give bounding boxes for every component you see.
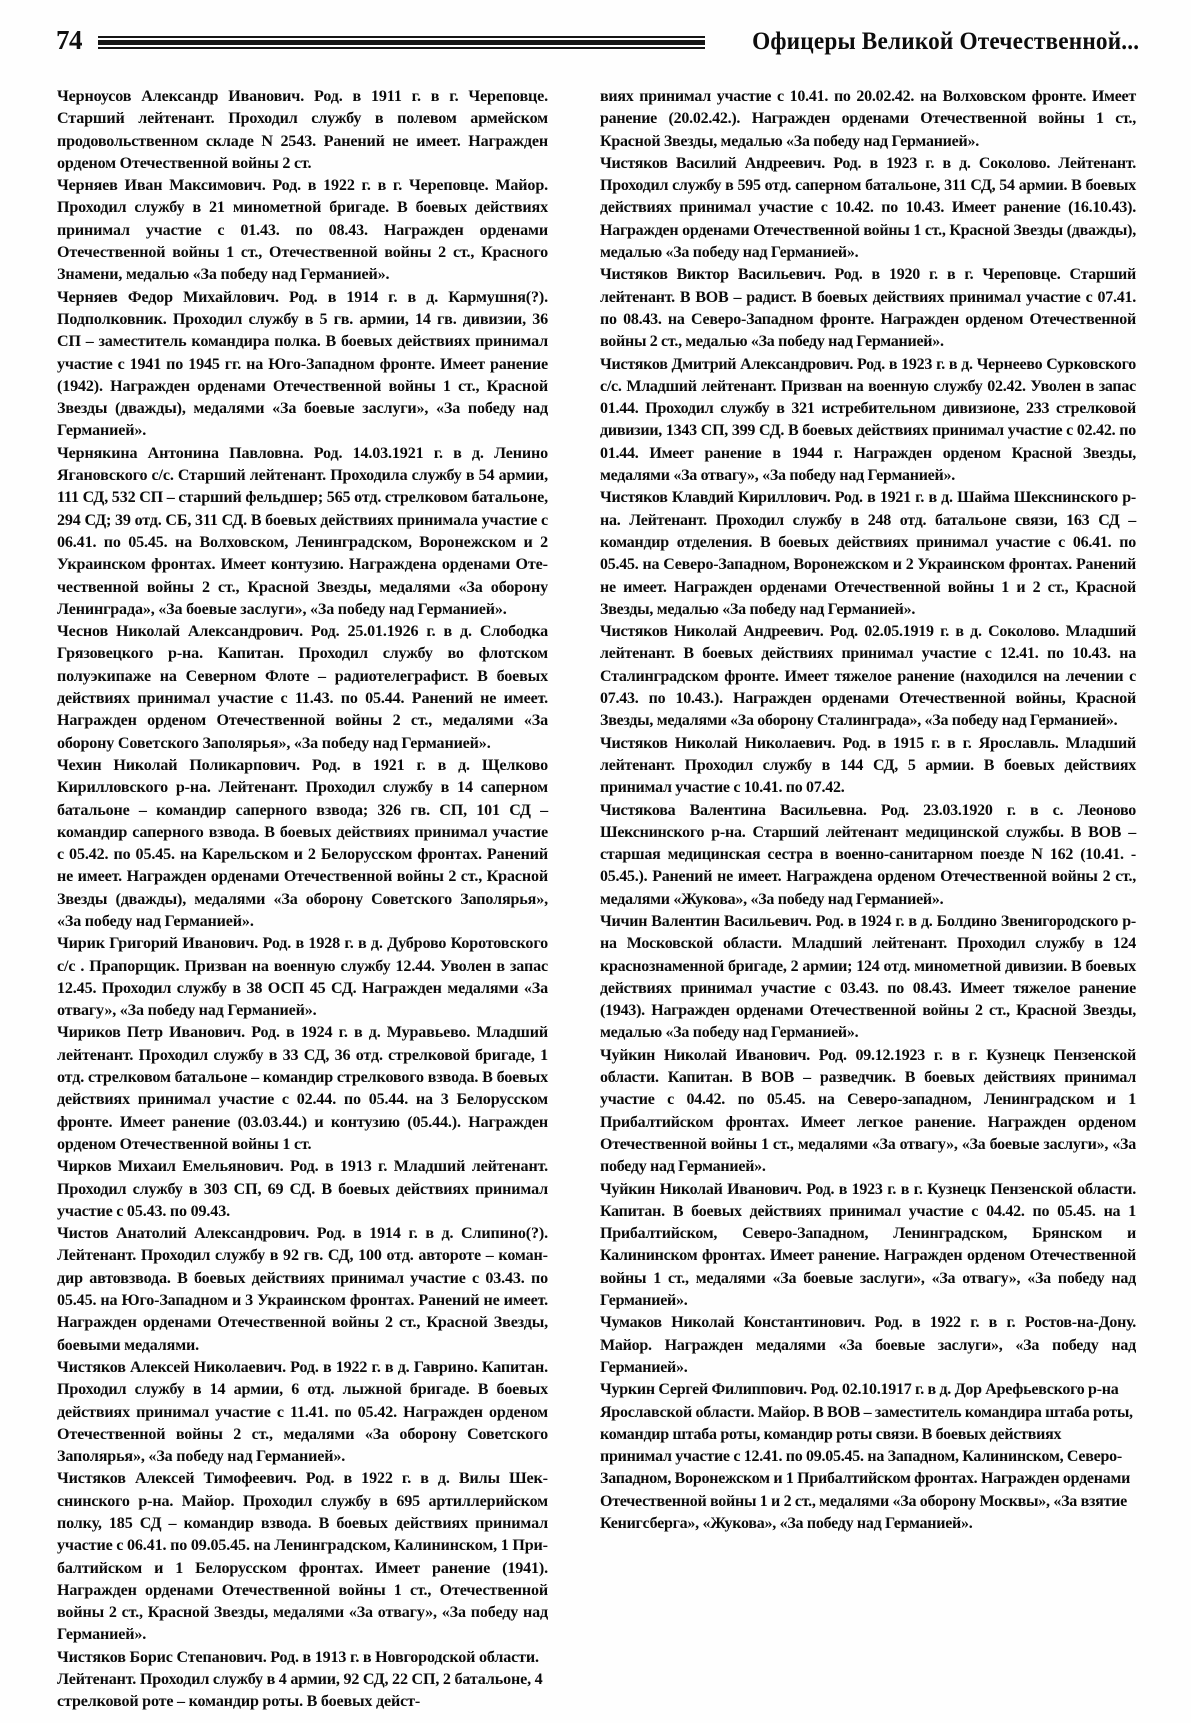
biography-entry-continuation: виях принимал участие с 10.41. по 20.02.42. на Волховском фронте. Имеет ранение (20.02.42.). Награжден орденами Отечественной войны 1 ст., Красной Звезды, медалью «За победу над Германией». [600, 88, 1136, 150]
book-title: Офицеры Великой Отечественной... [751, 27, 1139, 55]
biography-entry: Чирков Михаил Емельянович. Род. в 1913 г. Младший лейтенант. Проходил службу в 303 СП, 69 СД. В боевых действиях принимал участие с 05.43. по 09.43. [57, 1158, 548, 1220]
biography-entry: Чистяков Василий Андреевич. Род. в 1923 г. в д. Соколово. Лейтенант. Проходил службу в 595 отд. саперном батальоне, 311 СД, 54 армии. В боевых действиях принимал участие с 10.42. по 10.43. Имеет ранение (16.10.43). Награжден орденами Отечественной войны 1 ст., Красной Звезды (дважды), медалью «За победу над Германией». [600, 154, 1136, 262]
biography-entry: Черноусов Александр Иванович. Род. в 1911 г. в г. Череповце. Старший лейтенант. Проходил службу в полевом армейском продовольственном складе N 2543. Ранений не имеет. Награжден орденом Отечественной войны 2 ст. [57, 88, 548, 172]
biography-entry: Чистяков Дмитрий Александрович. Род. в 1923 г. в д. Чернеево Сурковского с/с. Младший лейтенант. Призван на военную службу 02.42. Уволен в запас 01.44. Проходил службу в 321 истребительном дивизионе, 233 стрелковой дивизии, 1343 СП, 399 СД. В боевых действиях принимал участие с 02.42. по 01.44. Имеет ранение в 1944 г. Награжден орденом Красной Звезды, медалями «За отвагу», «За победу над Германией». [600, 355, 1136, 485]
biography-entry: Чистяков Николай Николаевич. Род. в 1915 г. в г. Ярославль. Младший лейтенант. Проходил службу в 144 СД, 5 армии. В боевых действиях принимал участие с 10.41. по 07.42. [600, 734, 1136, 797]
biography-entry: Чехин Николай Поликарпович. Род. в 1921 г. в д. Щелково Кирилловского р-на. Лейтенант. Проходил службу в 14 саперном батальоне – командир саперного взвода; 326 гв. СП, 101 СД – командир саперного взвода. В боевых действиях принимал участие с 05.42. по 05.45. на Карельском и 2 Белорусском фронтах. Ранений не имеет. Награжден орденами Отечественной войны 2 ст., Красной Звезды (дважды), медалями «За оборону Советского Заполярья», «За победу над Германией». [57, 756, 548, 930]
biography-entry: Черняев Федор Михайлович. Род. в 1914 г. в д. Кармушня(?). Подполковник. Проходил службу в 5 гв. армии, 14 гв. дивизии, 36 СП – заместитель командира полка. В боевых действиях принимал участие с 1941 по 1945 гг. на Юго-Западном фронте. Имеет ранение (1942). Награжден орденами Отечественной войны 1 ст., Красной Звезды (дважды), медалями «За боевые заслуги», «За победу над Германией». [57, 288, 548, 440]
biography-entry: Чеснов Николай Александрович. Род. 25.01.1926 г. в д. Слободка Грязовецкого р-на. Капитан. Проходил службу во флотском полуэкипаже на Северном Флоте – радиотелеграфист. В боевых действиях принимал участие с 11.43. по 05.44. Ранений не имеет. Награжден орденом Отечественной войны 2 ст., медалями «За оборону Советского Заполярья», «За победу над Германией». [57, 623, 548, 752]
biography-entry: Чистяков Борис Степанович. Род. в 1913 г. в Новгородской области. Лейтенант. Проходил службу в 4 армии, 92 СД, 22 СП, 2 батальоне, 4 стрелковой роте – командир роты. В боевых дейст- [57, 1648, 543, 1711]
biography-entry: Чирик Григорий Иванович. Род. в 1928 г. в д. Дуброво Коротовского с/с . Прапорщик. Призван на военную службу 12.44. Уволен в запас 12.45. Проходил службу в 38 ОСП 45 СД. Награжден медалями «За отвагу», «За победу над Германией». [57, 935, 548, 1020]
biography-entry: Чернякина Антонина Павловна. Род. 14.03.1921 г. в д. Ленино Ягановского с/с. Старший лейтенант. Проходила службу в 54 армии, 111 СД, 532 СП – старший фельдшер; 565 отд. стрелковом батальоне, 294 СД; 39 отд. СБ, 311 СД. В боевых действиях принимала участие с 06.41. по 05.45. на Волховском, Ленинградском, Воронежском и 2 Украинском фронтах. Имеет контузию. Награждена орденами Отечественной войны 2 ст., Красной Звезды, медалями «За оборону Ленинграда», «За боевые заслуги», «За победу над Германией». [57, 444, 548, 618]
running-header [56, 18, 1139, 64]
biography-entry: Чумаков Николай Константинович. Род. в 1922 г. в г. Ростов-на-Дону. Майор. Награжден медалями «За боевые заслуги», «За победу над Германией». [600, 1314, 1136, 1376]
biography-entry: Чистяков Виктор Васильевич. Род. в 1920 г. в г. Череповце. Старший лейтенант. В ВОВ – радист. В боевых действиях принимал участие с 07.41. по 08.43. на Северо-Западном фронте. Награжден орденом Отечественной войны 2 ст., медалью «За победу над Германией». [600, 266, 1136, 351]
biography-entry: Черняев Иван Максимович. Род. в 1922 г. в г. Череповце. Майор. Проходил службу в 21 минометной бригаде. В боевых действиях принимал участие с 01.43. по 08.43. Награжден орденами Отечественной войны 1 ст., Отечественной войны 2 ст., Красного Знамени, медалью «За победу над Германией». [57, 177, 548, 284]
biography-entry: Чириков Петр Иванович. Род. в 1924 г. в д. Муравьево. Младший лейтенант. Проходил службу в 33 СД, 36 отд. стрелковой бригаде, 1 отд. стрелковом батальоне – командир стрелкового взвода. В боевых действиях принимал участие с 02.44. по 05.44. на 3 Белорусском фронте. Имеет ранение (03.03.44.) и контузию (05.44.). Награжден орденом Отечественной войны 1 ст. [57, 1024, 548, 1153]
biography-entry: Чистов Анатолий Александрович. Род. в 1914 г. в д. Слипино(?). Лейтенант. Проходил службу в 92 гв. СД, 100 отд. автороте – командир автовзвода. В боевых действиях принимал участие с 03.43. по 05.45. на Юго-Западном и 3 Украинском фронтах. Ранений не имеет. Награжден орденами Отечественной войны 2 ст., Красной Звезды, боевыми медалями. [57, 1225, 548, 1354]
right-column [600, 86, 1136, 1656]
biography-entry: Чуркин Сергей Филиппович. Род. 02.10.1917 г. в д. Дор Арефьевского р-на Ярославской области. Майор. В ВОВ – заместитель командира штаба роты, командир штаба роты, командир роты связи. В боевых действиях принимал участие с 12.41. по 09.05.45. на Западном, Калининском, Северо-Западном, Воронежском и 1 Прибалтийском фронтах. Награжден орденами Отечественной войны 1 и 2 ст., медалями «За оборону Москвы», «За взятие Кенигсберга», «Жукова», «За победу над Германией». [600, 1381, 1133, 1532]
biography-entry: Чуйкин Николай Иванович. Род. в 1923 г. в г. Кузнецк Пензенской области. Капитан. В боевых действиях принимал участие с 04.42. по 05.45. на 1 Прибалтийском, Северо-Западном, Ленинградском, Брянском и Калининском фронтах. Имеет ранение. Награжден орденом Отечественной войны 1 ст., медалями «За боевые заслуги», «За отвагу», «За победу над Германией». [600, 1180, 1136, 1310]
left-column [57, 86, 548, 1711]
double-rule-divider-icon [92, 36, 713, 49]
biography-entry: Чистяков Алексей Николаевич. Род. в 1922 г. в д. Гаврино. Капитан. Проходил службу в 14 армии, 6 отд. лыжной бригаде. В боевых действиях принимал участие с 11.41. по 05.42. Награжден орденом Отечественной войны 2 ст., медалями «За оборону Советского Заполярья», «За победу над Германией». [57, 1358, 548, 1466]
two-column-body [57, 86, 1136, 1711]
biography-entry: Чистяков Алексей Тимофеевич. Род. в 1922 г. в д. Вилы Шекснинского р-на. Майор. Проходил службу в 695 артиллерийском полку, 185 СД – командир взвода. В боевых действиях принимал участие с 06.41. по 09.05.45. на Ленинградском, Калининском, 1 Прибалтийском и 1 Белорусском фронтах. Имеет ранение (1941). Награжден орденами Отечественной войны 1 ст., Отечественной войны 2 ст., Красной Звезды, медалями «За отвагу», «За победу над Германией». [57, 1470, 548, 1644]
biography-entry: Чистяков Николай Андреевич. Род. 02.05.1919 г. в д. Соколово. Младший лейтенант. В боевых действиях принимал участие с 12.41. по 10.43. на Сталинградском фронте. Имеет тяжелое ранение (находился на лечении с 07.43. по 10.43.). Награжден орденами Отечественной войны, Красной Звезды, медалями «За оборону Сталинграда», «За победу над Германией». [600, 623, 1136, 730]
page-number: 74 [56, 24, 82, 55]
biography-entry: Чичин Валентин Васильевич. Род. в 1924 г. в д. Болдино Звенигородского р-на Московской области. Младший лейтенант. Проходил службу в 124 краснознаменной бригаде, 2 армии; 124 отд. минометной дивизии. В боевых действиях принимал участие с 03.43. по 08.43. Имеет тяжелое ранение (1943). Награжден орденами Отечественной войны 2 ст., Красной Звезды, медалью «За победу над Германией». [600, 912, 1136, 1042]
biography-entry: Чистякова Валентина Васильевна. Род. 23.03.1920 г. в с. Леоново Шекснинского р-на. Старший лейтенант медицинской службы. В ВОВ – старшая медицинская сестра в военно-санитарном поезде N 162 (10.41. - 05.45.). Ранений не имеет. Награждена орденом Отечественной войны 2 ст., медалями «Жукова», «За победу над Германией». [600, 801, 1136, 908]
biography-entry: Чистяков Клавдий Кириллович. Род. в 1921 г. в д. Шайма Шекснинского р-на. Лейтенант. Проходил службу в 248 отд. батальоне связи, 163 СД – командир отделения. В боевых действиях принимал участие с 06.41. по 05.45. на Северо-Западном, Воронежском и 2 Украинском фронтах. Ранений не имеет. Награжден орденами Отечественной войны 1 и 2 ст., Красной Звезды, медалью «За победу над Германией». [600, 489, 1136, 618]
biography-entry: Чуйкин Николай Иванович. Род. 09.12.1923 г. в г. Кузнецк Пензенской области. Капитан. В ВОВ – разведчик. В боевых действиях принимал участие с 04.42. по 05.45. на Северо-западном, Ленинградском и 1 Прибалтийском фронтах. Имеет легкое ранение. Награжден орденом Отечественной войны 1 ст., медалями «За отвагу», «За боевые заслуги», «За победу над Германией». [600, 1046, 1136, 1176]
